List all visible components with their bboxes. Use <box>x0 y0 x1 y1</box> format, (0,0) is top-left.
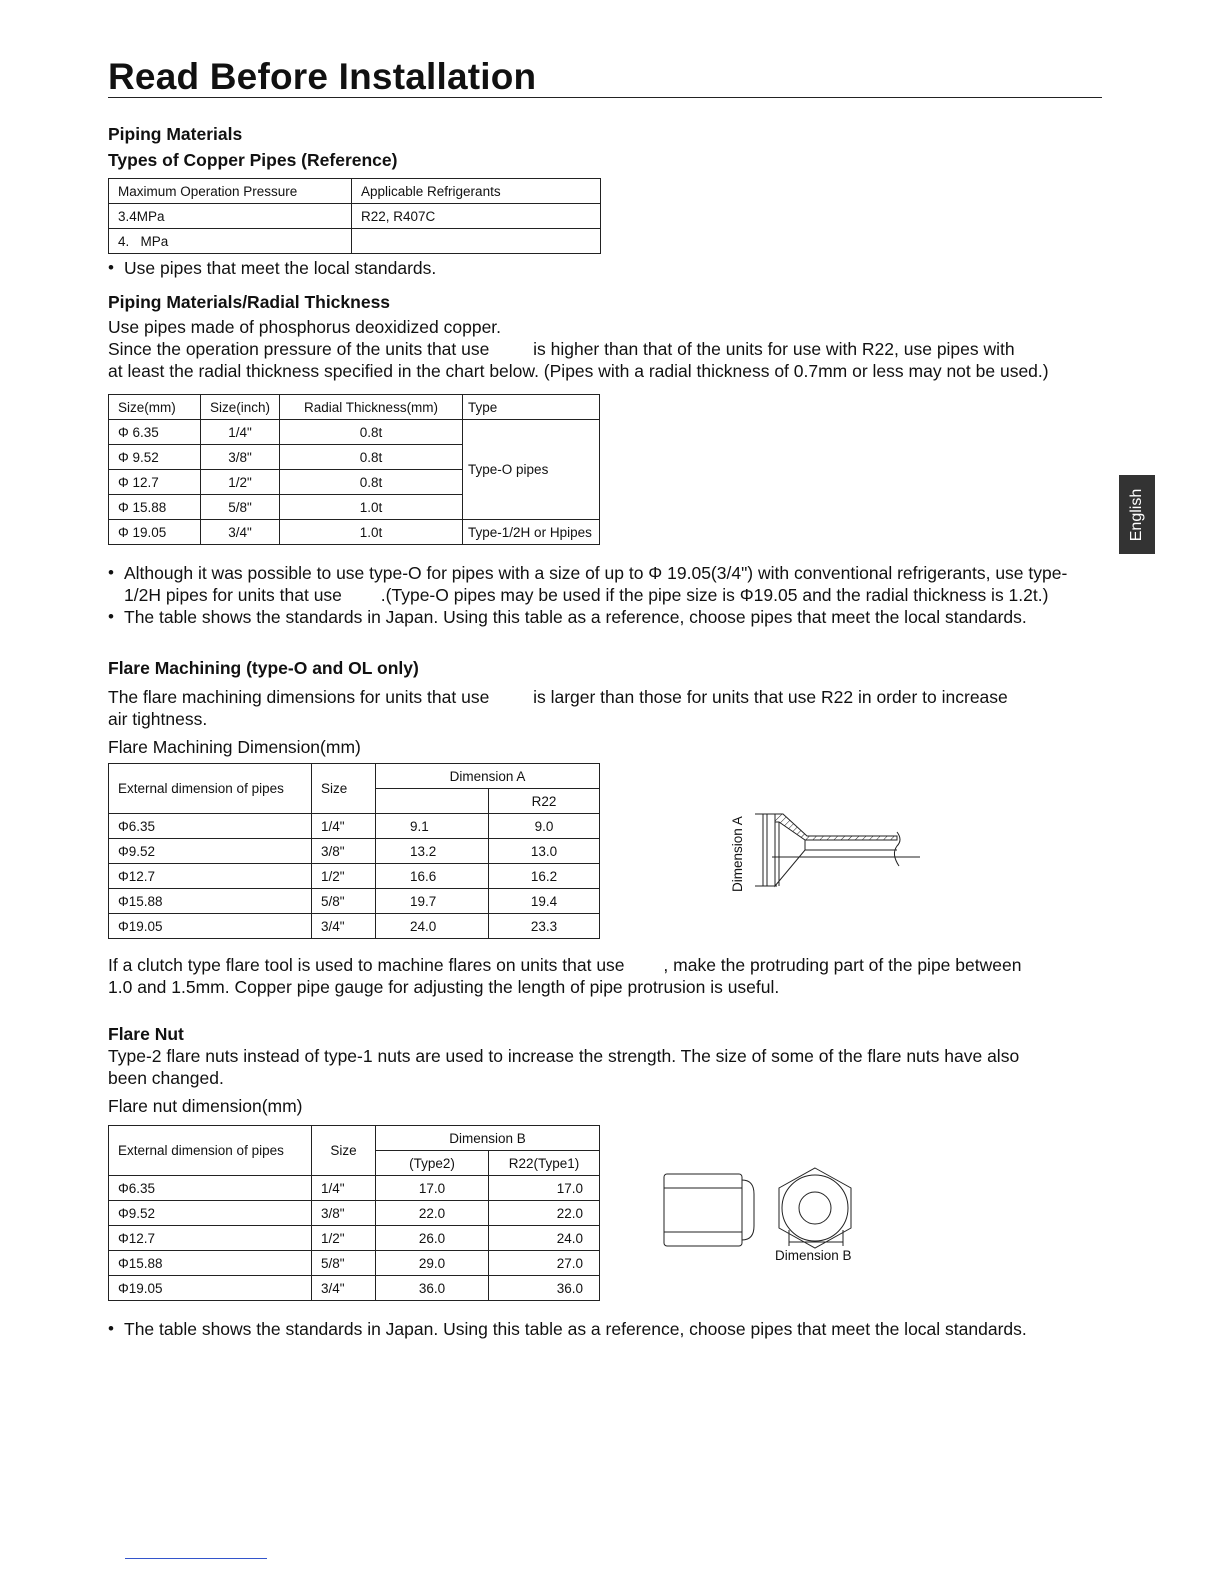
table-row <box>109 839 600 864</box>
piping-heading: Piping Materials <box>108 124 243 144</box>
radial-bullet-line: • The table shows the standards in Japan. Using this table as a reference, choose pipes that meet the local standards. <box>124 606 1027 628</box>
table-header-cell: External dimension of pipes <box>109 1126 312 1176</box>
table-header-row <box>109 764 600 789</box>
language-tab <box>1119 475 1155 554</box>
table-cell: 36.0 <box>489 1276 600 1301</box>
table-header-row <box>109 179 601 204</box>
table-cell: 9.0 <box>489 814 600 839</box>
table-cell: 1/4" <box>312 814 376 839</box>
table-cell: 29.0 <box>376 1251 489 1276</box>
table-header-cell: Applicable Refrigerants <box>352 179 601 204</box>
table-cell: Φ 6.35 <box>109 420 201 445</box>
radial-paragraph-line: Since the operation pressure of the units that use is higher than that of the units for use with R22, use pipes with <box>108 339 1015 359</box>
table-cell: 3/8" <box>201 445 280 470</box>
table-cell: 19.4 <box>489 889 600 914</box>
table-row <box>109 520 600 545</box>
table-cell: 1/4" <box>312 1176 376 1201</box>
table-cell: 0.8t <box>280 445 463 470</box>
table-cell: 9.1 <box>376 814 489 839</box>
flare-nut-diagram <box>660 1166 870 1252</box>
flare-dimension-table <box>108 763 600 939</box>
table-cell: Φ12.7 <box>109 864 312 889</box>
flare-nut-table <box>108 1125 600 1301</box>
table-cell: Φ 19.05 <box>109 520 201 545</box>
table-header-cell: Size <box>312 764 376 814</box>
table-row <box>109 1251 600 1276</box>
table-cell: 4. MPa <box>109 229 352 254</box>
flare-pipe-wall <box>775 814 897 840</box>
table-row <box>109 889 600 914</box>
flare-table-caption: Flare Machining Dimension(mm) <box>108 737 361 757</box>
table-cell: 16.2 <box>489 864 600 889</box>
table-header-cell: R22(Type1) <box>489 1151 600 1176</box>
table-row <box>109 420 600 445</box>
flare-paragraph-line: The flare machining dimensions for units that use is larger than those for units that use R22 in order to increase <box>108 687 1008 707</box>
table-cell: 3/8" <box>312 1201 376 1226</box>
table-cell: 5/8" <box>312 889 376 914</box>
table-header-cell: Size <box>312 1126 376 1176</box>
table-cell <box>352 229 601 254</box>
radial-thickness-heading: Piping Materials/Radial Thickness <box>108 292 391 312</box>
table-cell: 26.0 <box>376 1226 489 1251</box>
table-header-row <box>109 1126 600 1151</box>
table-header-cell: R22 <box>489 789 600 814</box>
table-cell: 13.0 <box>489 839 600 864</box>
local-standards-note: • Use pipes that meet the local standards. <box>124 257 436 279</box>
table-header-cell: Type <box>463 395 600 420</box>
table-cell: 5/8" <box>312 1251 376 1276</box>
table-cell: 3.4MPa <box>109 204 352 229</box>
table-cell: Φ19.05 <box>109 914 312 939</box>
radial-thickness-table <box>108 394 600 545</box>
table-row <box>109 229 601 254</box>
table-cell: 3/4" <box>312 914 376 939</box>
table-cell: 5/8" <box>201 495 280 520</box>
table-row <box>109 1176 600 1201</box>
copper-pipe-types-table <box>108 178 601 254</box>
radial-paragraph-line: at least the radial thickness specified in the chart below. (Pipes with a radial thickness of 0.7mm or less may not be used.) <box>108 361 1049 381</box>
page-title: Read Before Installation <box>108 56 537 97</box>
nut-side-view <box>664 1174 742 1246</box>
flare-nut-paragraph-line: been changed. <box>108 1068 224 1088</box>
footer-rule <box>125 1558 267 1559</box>
table-cell: 1.0t <box>280 520 463 545</box>
table-cell: Φ 9.52 <box>109 445 201 470</box>
table-cell: 23.3 <box>489 914 600 939</box>
table-cell: 22.0 <box>376 1201 489 1226</box>
table-row <box>109 1226 600 1251</box>
copper-types-heading: Types of Copper Pipes (Reference) <box>108 150 398 170</box>
table-cell: Φ15.88 <box>109 1251 312 1276</box>
table-cell: Φ19.05 <box>109 1276 312 1301</box>
nut-side-chamfer <box>742 1180 754 1240</box>
table-header-cell: Dimension B <box>376 1126 600 1151</box>
table-cell: 1/2" <box>312 864 376 889</box>
nut-hex-outline <box>779 1168 851 1248</box>
table-cell: 1.0t <box>280 495 463 520</box>
flare-machining-heading: Flare Machining (type-O and OL only) <box>108 658 419 678</box>
table-cell: Φ9.52 <box>109 1201 312 1226</box>
table-row <box>109 814 600 839</box>
dimension-a-label: Dimension A <box>730 816 745 892</box>
table-cell: 16.6 <box>376 864 489 889</box>
flare-nut-heading: Flare Nut <box>108 1024 184 1044</box>
table-cell: Φ12.7 <box>109 1226 312 1251</box>
table-row <box>109 1201 600 1226</box>
table-cell: Φ6.35 <box>109 814 312 839</box>
radial-paragraph-line: Use pipes made of phosphorus deoxidized copper. <box>108 317 502 337</box>
title-divider <box>108 97 1102 98</box>
table-cell: Φ15.88 <box>109 889 312 914</box>
table-cell: 27.0 <box>489 1251 600 1276</box>
flare-nut-bullet: • The table shows the standards in Japan. Using this table as a reference, choose pipes that meet the local standards. <box>124 1318 1027 1340</box>
table-header-cell: Maximum Operation Pressure <box>109 179 352 204</box>
flare-diagram <box>725 800 930 900</box>
table-header-row <box>109 395 600 420</box>
table-cell: 1/2" <box>201 470 280 495</box>
table-cell: Φ9.52 <box>109 839 312 864</box>
table-header-cell <box>376 789 489 814</box>
flare-note-line: 1.0 and 1.5mm. Copper pipe gauge for adjusting the length of pipe protrusion is useful. <box>108 977 780 997</box>
table-cell: 24.0 <box>489 1226 600 1251</box>
table-cell: 1/2" <box>312 1226 376 1251</box>
table-cell: 24.0 <box>376 914 489 939</box>
table-row <box>109 1276 600 1301</box>
table-cell: 13.2 <box>376 839 489 864</box>
flare-paragraph-line: air tightness. <box>108 709 208 729</box>
table-row <box>109 204 601 229</box>
table-cell: 3/4" <box>201 520 280 545</box>
radial-bullet-line: • Although it was possible to use type-O for pipes with a size of up to Φ 19.05(3/4") with conventional refrigerants, use type- <box>124 562 1067 584</box>
type-h-cell: Type-1/2H or Hpipes <box>463 520 600 545</box>
table-cell: 3/4" <box>312 1276 376 1301</box>
table-cell: R22, R407C <box>352 204 601 229</box>
flare-note-line: If a clutch type flare tool is used to machine flares on units that use , make the protruding part of the pipe between <box>108 955 1022 975</box>
table-header-cell: External dimension of pipes <box>109 764 312 814</box>
table-header-cell: Dimension A <box>376 764 600 789</box>
table-cell: Φ 15.88 <box>109 495 201 520</box>
table-header-cell: Radial Thickness(mm) <box>280 395 463 420</box>
nut-chamfer-circle <box>782 1175 848 1241</box>
type-o-cell: Type-O pipes <box>463 420 600 520</box>
table-row <box>109 914 600 939</box>
table-cell: 0.8t <box>280 470 463 495</box>
table-cell: Φ6.35 <box>109 1176 312 1201</box>
table-header-cell: (Type2) <box>376 1151 489 1176</box>
table-cell: Φ 12.7 <box>109 470 201 495</box>
nut-bore <box>799 1192 831 1224</box>
table-cell: 36.0 <box>376 1276 489 1301</box>
table-header-cell: Size(inch) <box>201 395 280 420</box>
flare-nut-table-caption: Flare nut dimension(mm) <box>108 1096 303 1116</box>
table-header-cell: Size(mm) <box>109 395 201 420</box>
language-tab-label: English <box>1128 488 1146 541</box>
radial-bullet-line: 1/2H pipes for units that use .(Type-O pipes may be used if the pipe size is Φ19.05 and the radial thickness is 1.2t.) <box>124 585 1049 605</box>
table-row <box>109 864 600 889</box>
table-cell: 3/8" <box>312 839 376 864</box>
flare-nut-paragraph-line: Type-2 flare nuts instead of type-1 nuts are used to increase the strength. The size of some of the flare nuts have also <box>108 1046 1020 1066</box>
table-cell: 1/4" <box>201 420 280 445</box>
table-cell: 17.0 <box>376 1176 489 1201</box>
table-cell: 17.0 <box>489 1176 600 1201</box>
table-cell: 22.0 <box>489 1201 600 1226</box>
table-cell: 0.8t <box>280 420 463 445</box>
dimension-b-label: Dimension B <box>775 1248 852 1263</box>
table-cell: 19.7 <box>376 889 489 914</box>
